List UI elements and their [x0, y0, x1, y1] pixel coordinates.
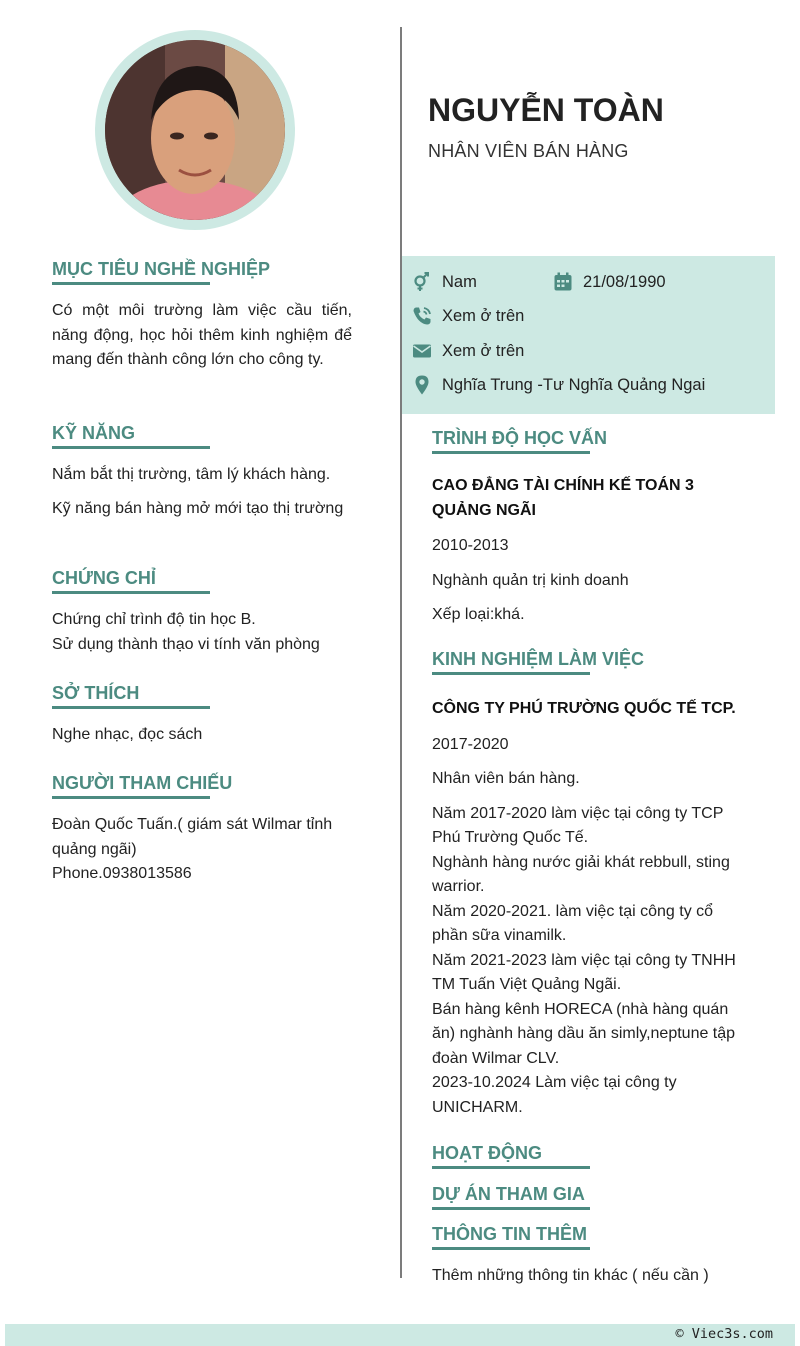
email-icon	[412, 341, 432, 361]
projects-section	[432, 1183, 752, 1210]
birthday-value: 21/08/1990	[583, 272, 666, 291]
address-value: Nghĩa Trung -Tư Nghĩa Quảng Ngai	[442, 375, 706, 394]
contact-box	[402, 256, 775, 414]
email-row	[412, 341, 524, 361]
hobbies-title: SỞ THÍCH	[52, 682, 352, 709]
more-info-section	[432, 1223, 752, 1289]
hobbies-text: Nghe nhạc, đọc sách	[52, 726, 203, 743]
email-value[interactable]: Xem ở trên	[442, 341, 525, 360]
experience-line: Năm 2021-2023 làm việc tại công ty TNHH TM Tuấn Việt Quảng Ngãi.	[432, 951, 736, 993]
candidate-name: NGUYỄN TOÀN	[428, 92, 664, 128]
birthday-row	[553, 272, 666, 292]
skill-item: Kỹ năng bán hàng mở mới tạo thị trường	[52, 499, 344, 517]
gender-row	[412, 272, 477, 292]
experience-line: 2023-10.2024 Làm việc tại công ty UNICHARM.	[432, 1074, 677, 1116]
reference-line: Phone.0938013586	[52, 865, 192, 882]
skill-item: Nắm bắt thị trường, tâm lý khách hàng.	[52, 466, 331, 483]
certificates-title: CHỨNG CHỈ	[52, 567, 352, 594]
avatar-photo	[105, 40, 285, 220]
references-section	[52, 772, 352, 887]
experience-position: Nhân viên bán hàng.	[432, 770, 580, 787]
more-info-title: THÔNG TIN THÊM	[432, 1223, 752, 1250]
job-title: NHÂN VIÊN BÁN HÀNG	[428, 141, 629, 161]
reference-line: Đoàn Quốc Tuấn.( giám sát Wilmar tỉnh quảng ngãi)	[52, 816, 333, 858]
activities-section	[432, 1142, 752, 1169]
activities-title: HOẠT ĐỘNG	[432, 1142, 752, 1169]
skills-title: KỸ NĂNG	[52, 422, 352, 449]
experience-line: Nghành hàng nước giải khát rebbull, sting warrior.	[432, 853, 730, 895]
column-divider	[400, 27, 402, 1278]
certificates-section	[52, 567, 352, 657]
experience-period: 2017-2020	[432, 735, 509, 753]
education-major: Nghành quản trị kinh doanh	[432, 571, 629, 589]
avatar	[105, 40, 285, 220]
objective-title: MỤC TIÊU NGHỀ NGHIỆP	[52, 258, 352, 285]
calendar-icon	[553, 272, 573, 292]
gender-value: Nam	[442, 272, 477, 291]
experience-line: Năm 2020-2021. làm việc tại công ty cổ phần sữa vinamilk.	[432, 902, 714, 944]
footer-copyright[interactable]: © Viec3s.com	[675, 1326, 773, 1342]
phone-value[interactable]: Xem ở trên	[442, 306, 525, 325]
certificate-line: Sử dụng thành thạo vi tính văn phòng	[52, 635, 320, 653]
certificate-line: Chứng chỉ trình độ tin học B.	[52, 611, 256, 628]
experience-company: CÔNG TY PHÚ TRƯỜNG QUỐC TẾ TCP.	[432, 700, 736, 717]
references-title: NGƯỜI THAM CHIẾU	[52, 772, 352, 799]
objective-text: Có một môi trường làm việc cầu tiến, năng động, học hỏi thêm kinh nghiệm để mang đến thành công lớn cho công ty.	[52, 302, 352, 368]
avatar-ring	[95, 30, 295, 230]
experience-section	[432, 648, 752, 1120]
phone-row	[412, 306, 524, 326]
experience-line: Bán hàng kênh HORECA (nhà hàng quán ăn) nghành hàng dầu ăn simly,neptune tập đoàn Wilmar CLV.	[432, 1000, 736, 1067]
hobbies-section	[52, 682, 352, 748]
experience-line: Năm 2017-2020 làm việc tại công ty TCP Phú Trường Quốc Tế.	[432, 804, 724, 846]
projects-title: DỰ ÁN THAM GIA	[432, 1183, 752, 1210]
footer-bar	[5, 1324, 795, 1346]
education-section	[432, 427, 752, 628]
objective-section	[52, 258, 352, 373]
skills-section	[52, 422, 352, 521]
experience-details	[432, 802, 752, 1121]
phone-icon	[412, 306, 432, 326]
address-row	[412, 375, 705, 395]
education-school: CAO ĐẲNG TÀI CHÍNH KẾ TOÁN 3 QUẢNG NGÃI	[432, 477, 694, 519]
education-period: 2010-2013	[432, 537, 509, 554]
education-title: TRÌNH ĐỘ HỌC VẤN	[432, 427, 752, 454]
education-rank: Xếp loại:khá.	[432, 606, 525, 623]
gender-icon	[412, 272, 432, 292]
experience-title: KINH NGHIỆM LÀM VIỆC	[432, 648, 752, 675]
more-info-text: Thêm những thông tin khác ( nếu cần )	[432, 1267, 709, 1284]
location-pin-icon	[412, 375, 432, 395]
